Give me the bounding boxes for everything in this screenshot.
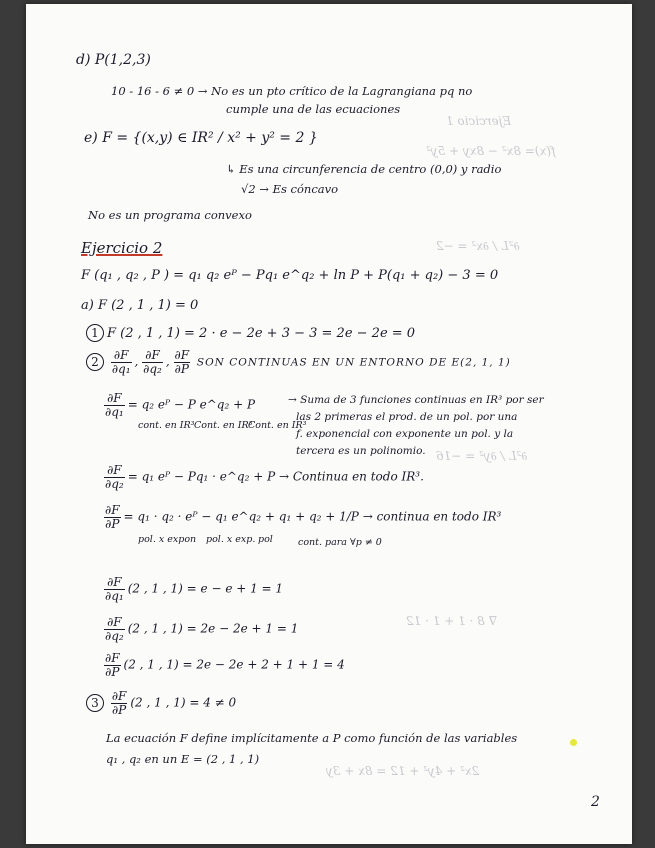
notebook-page xyxy=(26,4,632,844)
item-a-heading: a) F (2 , 1 , 1) = 0 xyxy=(81,298,199,313)
bleed-through: Ejercicio 1 xyxy=(446,114,512,128)
continuity-statement: SON CONTINUAS EN UN ENTORNO DE E(2, 1, 1) xyxy=(196,356,511,369)
value-dq2: $\frac{\partial F}{\text{∂q₂}}$ (2 , 1 , 1) = 2e − 2e + 1 = 1 xyxy=(105,615,299,643)
partial-dq1: $\frac{\partial F}{\text{∂q₁}}$ xyxy=(111,348,131,376)
bleed-through: ∇ 8 · 1 + 1 · 12 xyxy=(406,614,497,628)
dq2-line xyxy=(104,464,424,490)
bleed-through: ∂²L / ∂x² = −2 xyxy=(436,239,520,253)
step-3-line: 3 $\frac{\partial F}{\partial P}$ (2 , 1 , 1) = 4 ≠ 0 xyxy=(86,690,236,716)
dq1-explanation-2: las 2 primeras el prod. de un pol. por una xyxy=(296,411,518,423)
dq1-note-2: Cont. en IR³ xyxy=(194,420,253,431)
dq1-note-1: cont. en IR³ xyxy=(138,420,195,431)
step-2-line: 2 $\frac{\partial F}{\text{∂q₁}}$ , $\frac{\partial F}{\text{∂q₂}}$ , $\frac{\partial F}{\partial P}$ SON CONTINUAS EN UN ENTORNO DE E(2, 1, 1) xyxy=(86,349,511,375)
partial-dq2: $\frac{\partial F}{\text{∂q₂}}$ xyxy=(105,463,124,491)
circled-number: 2 xyxy=(86,353,104,371)
function-definition: F (q₁ , q₂ , P ) = q₁ q₂ eᴾ − Pq₁ e^q₂ + ln P + P(q₁ + q₂) − 3 = 0 xyxy=(81,268,499,283)
item-e-concave-note: √2 → Es cóncavo xyxy=(241,182,339,196)
item-d-calculation: 10 - 16 - 6 ≠ 0 → No es un pto crítico de la Lagrangiana pq no xyxy=(111,84,473,98)
conclusion-2: q₁ , q₂ en un E = (2 , 1 , 1) xyxy=(106,752,260,766)
partial-dq1: $\frac{\partial F}{\text{∂q₁}}$ xyxy=(105,391,124,419)
bleed-through: ∂²L / ∂y² = −16 xyxy=(436,449,528,463)
dq1-note-3: Cont. en IR³ xyxy=(248,420,307,431)
dp-note-3: pol xyxy=(258,534,273,545)
exercise-2-title: Ejercicio 2 xyxy=(81,239,163,257)
partial-dp: $\frac{\partial F}{\partial P}$ xyxy=(105,503,120,531)
step-1-text: F (2 , 1 , 1) = 2 · e − 2e + 3 − 3 = 2e − 2e = 0 xyxy=(107,326,416,341)
dp-line xyxy=(104,504,501,530)
item-d-heading: d) P(1,2,3) xyxy=(76,52,151,68)
bleed-through: f(x)= 8x² − 8xy + 5y² xyxy=(426,144,556,158)
partial-dp: $\frac{\partial F}{\partial P}$ xyxy=(174,348,190,376)
dq1-expression: = q₂ eᴾ − P e^q₂ + P xyxy=(127,397,256,412)
bleed-through: 2x² + 4y² + 12 = 8x + 3y xyxy=(326,764,480,778)
dp-note-1: pol. x expon xyxy=(138,534,197,545)
item-d-calculation-cont: cumple una de las ecuaciones xyxy=(226,102,401,116)
value-dp: $\frac{\partial F}{\partial P}$ (2 , 1 , 1) = 2e − 2e + 2 + 1 + 1 = 4 xyxy=(105,651,345,679)
dp-note-2: pol. x exp. xyxy=(206,534,256,545)
circled-number: 1 xyxy=(86,324,104,342)
dq1-explanation-1: → Suma de 3 funciones continuas en IR³ por ser xyxy=(288,394,544,406)
value-dq1: $\frac{\partial F}{\text{∂q₁}}$ (2 , 1 , 1) = e − e + 1 = 1 xyxy=(105,575,284,603)
dp-expression: = q₁ · q₂ · eᴾ − q₁ e^q₂ + q₁ + q₂ + 1/P → continua en todo IR³ xyxy=(123,509,502,524)
circled-number: 3 xyxy=(86,694,104,712)
item-e-heading: e) F = {(x,y) ∈ IR² / x² + y² = 2 } xyxy=(84,130,318,146)
page-number: 2 xyxy=(591,794,600,810)
item-e-circle-note: ↳ Es una circunferencia de centro (0,0) y radio xyxy=(226,162,502,176)
dq1-explanation-3: f. exponencial con exponente un pol. y la xyxy=(296,428,514,440)
dq2-expression: = q₁ eᴾ − Pq₁ · e^q₂ + P → Continua en todo IR³. xyxy=(127,469,424,484)
dq1-line xyxy=(104,392,255,418)
dq1-explanation-4: tercera es un polinomio. xyxy=(296,445,426,457)
highlighter-mark xyxy=(570,739,577,746)
dp-note-4: cont. para ∀p ≠ 0 xyxy=(298,537,382,548)
partial-dq2: $\frac{\partial F}{\text{∂q₂}}$ xyxy=(143,348,162,376)
not-convex-statement: No es un programa convexo xyxy=(88,208,252,222)
step-3-text: (2 , 1 , 1) = 4 ≠ 0 xyxy=(130,695,237,710)
conclusion-1: La ecuación F define implícitamente a P como función de las variables xyxy=(106,731,518,745)
step-1-line xyxy=(86,324,415,342)
